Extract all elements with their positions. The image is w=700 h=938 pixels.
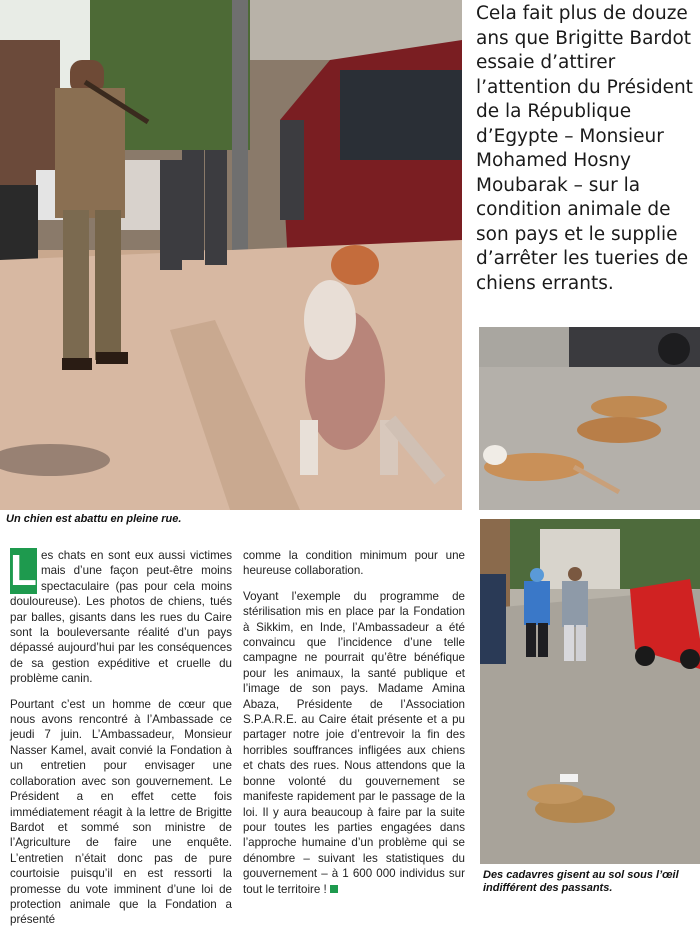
intro-pull-quote: Cela fait plus de douze ans que Brigitte Bardot essaie d’attirer l’attention du Président de la République d’Egypte – Monsieur Mohamed Hosny Moubarak – sur la condition animale de son pays et le supplie d’arrêter les tueries de chiens errants.	[476, 3, 693, 294]
main-photo-caption: Un chien est abattu en pleine rue.	[6, 513, 182, 525]
dead-dogs-road-photo	[479, 327, 700, 510]
article-paragraph-4	[243, 589, 465, 897]
right-photo-caption: Des cadavres gisent au sol sous l’œil indifférent des passants.	[483, 869, 679, 894]
article-column-right	[243, 548, 465, 907]
article-paragraph-3: comme la condition minimum pour une heureuse collaboration.	[243, 549, 465, 578]
paragraph-1-text: es chats en sont eux aussi victimes mais d’une façon peut-être moins spectaculaire (pas pour cela moins douloureuse). Les photos de chiens, tués par balles, gisants dans les rues du Caire sont la bouleversante réalité d’un pays dépassé aujourd’hui par les conséquences de sa gestion expéditive et cruelle du problème canin.	[10, 549, 232, 686]
end-mark-icon	[330, 885, 338, 893]
article-column-left	[10, 548, 232, 938]
street-shooting-photo	[0, 0, 462, 510]
article-paragraph-2: Pourtant c’est un homme de cœur que nous avons rencontré à l’Ambassade ce jeudi 7 juin. L’Ambassadeur, Monsieur Nasser Kamel, avait convié la Fondation à un entretien pour envisager une collaboration avec son gouvernement. Le Président a en effet cette fois immédiatement réagit à la lettre de Brigitte Bardot et sommé son ministre de l’Agriculture de faire une enquête. L’entretien n’était donc pas de pure courtoisie puisqu’il en est ressorti la promesse du vote imminent d’une loi de protection animale que la Fondation a présenté	[10, 697, 232, 927]
paragraph-4-text: Voyant l’exemple du programme de stérilisation mis en place par la Fondation à Sikkim, en Inde, l’Ambassadeur a été convaincu que l’incidence d’une telle campagne ne pourrait qu’être bénéfique pour les animaux, la santé publique et l’image de son pays. Madame Amina Abaza, Présidente de l’Association S.P.A.R.E. au Caire était présente et a pu partager notre joie d’entrevoir la fin des horribles souffrances infligées aux chiens et chats des rues. Nous attendons que la bonne volonté du gouvernement se manifeste rapidement par le passage de la loi. Il y aura beaucoup à faire par la suite pour toutes les parties engagées dans l’approche humaine d’un problème qui se dénombre – suivant les statistiques du gouvernement – à 1 600 000 individus sur tout le territoire !	[243, 589, 465, 896]
drop-cap: L	[10, 546, 37, 595]
street-passersby-photo	[480, 519, 700, 864]
article-paragraph-1	[10, 548, 232, 687]
